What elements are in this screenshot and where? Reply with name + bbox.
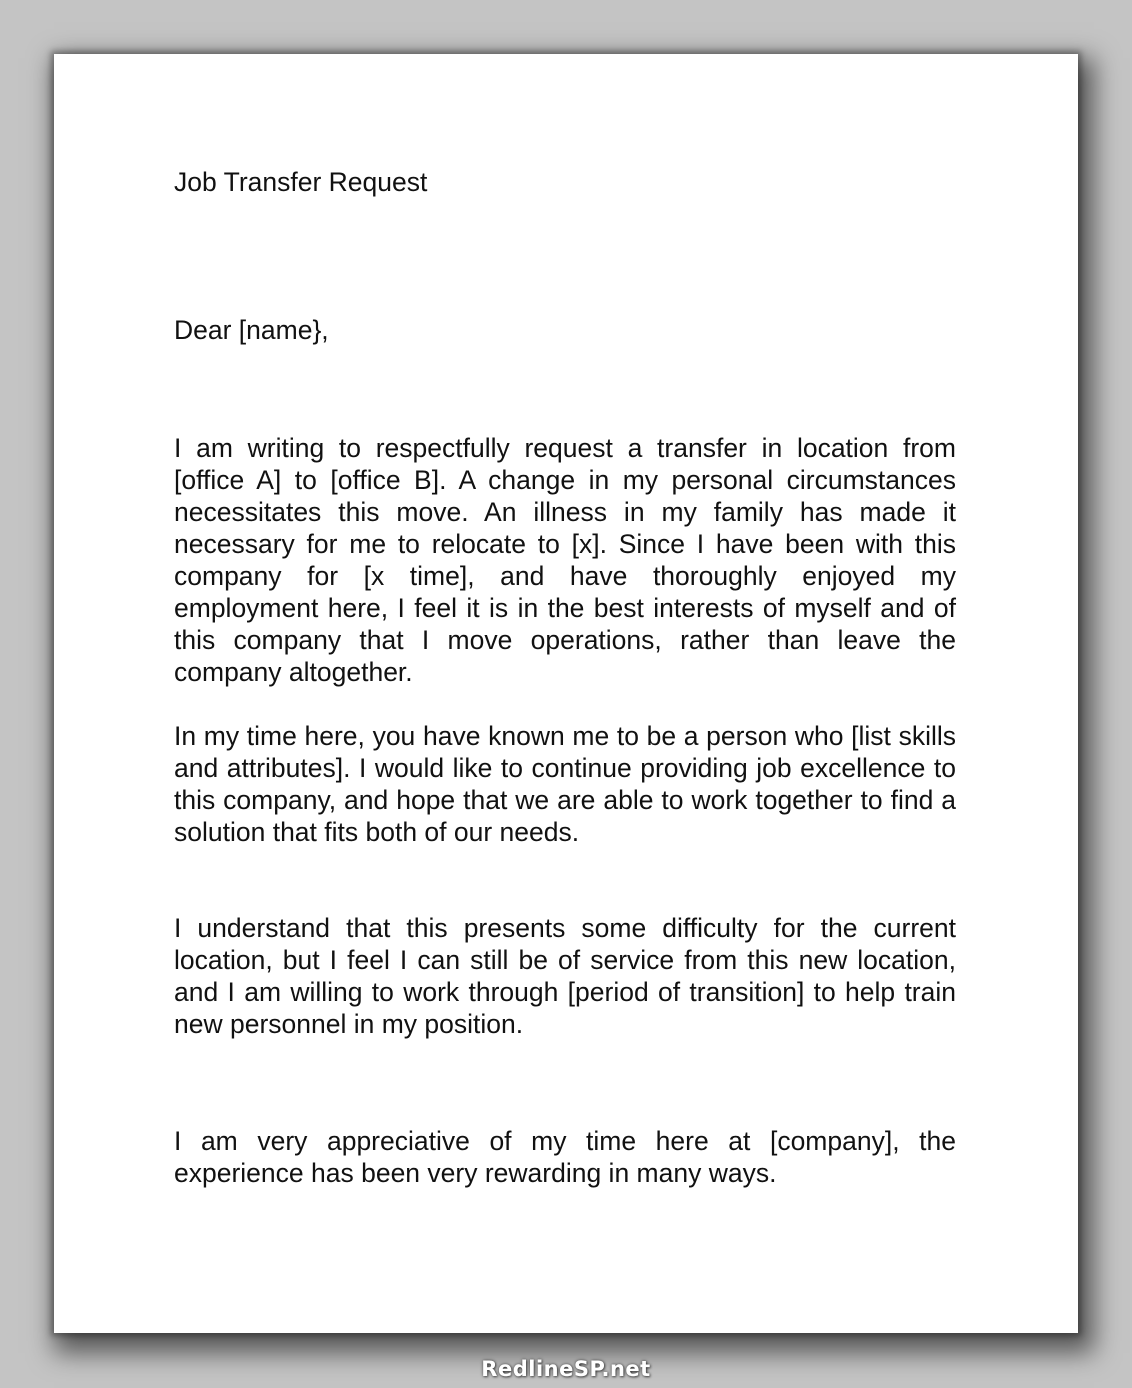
paragraph-appreciation: I am very appreciative of my time here at [company], the experience has been very rewarding in many ways. <box>174 1126 956 1188</box>
paragraph-transition: I understand that this presents some difficulty for the current location, but I feel I can still be of service from this new location, and I am willing to work through [period of transition] to help train new personnel in my position. <box>174 913 956 1039</box>
paragraph-transfer-request: I am writing to respectfully request a transfer in location from [office A] to [office B]. A change in my personal circumstances necessitates this move. An illness in my family has made it necessary for me to relocate to [x]. Since I have been with this company for [x time], and have thoroughly enjoyed my employment here, I feel it is in the best interests of myself and of this company that I move operations, rather than leave the company altogether. <box>174 433 956 687</box>
letter-title: Job Transfer Request <box>174 167 428 197</box>
watermark-text: RedlineSP.net <box>481 1357 651 1381</box>
paragraph-skills: In my time here, you have known me to be a person who [list skills and attributes]. I would like to continue providing job excellence to this company, and hope that we are able to work together to find a solution that fits both of our needs. <box>174 721 956 847</box>
document-page <box>54 54 1078 1333</box>
letter-salutation: Dear [name}, <box>174 315 329 345</box>
